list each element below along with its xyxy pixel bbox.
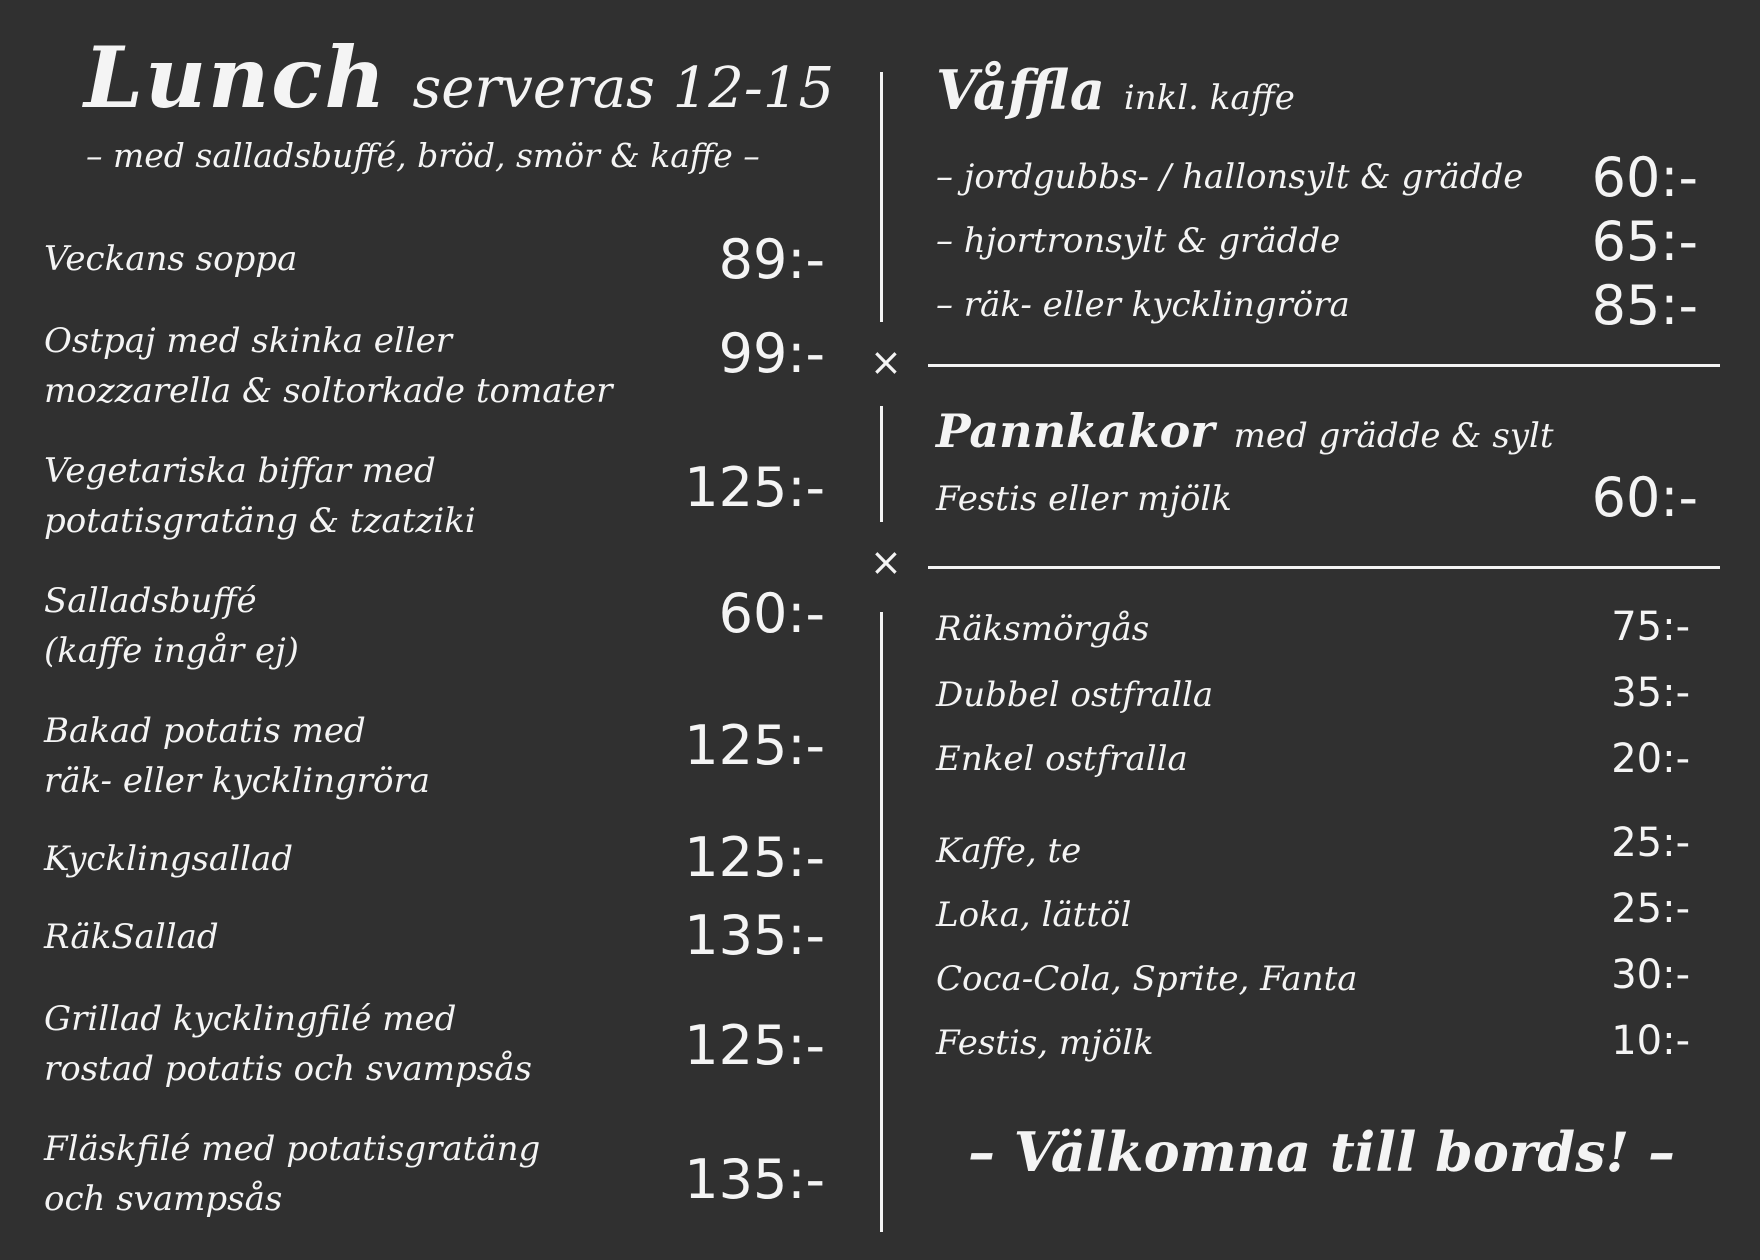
pannkakor-title: Pannkakor: [936, 404, 1215, 458]
pannkakor-subtitle: med grädde & sylt: [1233, 416, 1554, 456]
lunch-item-label: Veckans soppa: [44, 239, 298, 279]
vaffla-header: [936, 58, 1295, 122]
lunch-title: Lunch: [84, 28, 388, 127]
vaffla-item-label: – hjortronsylt & grädde: [936, 221, 1341, 261]
lunch-item-label: Salladsbuffé (kaffe ingår ej): [44, 581, 299, 671]
drink-item-price: 25:-: [1611, 820, 1690, 866]
divider-vertical-middle: [880, 406, 883, 522]
food-item-price: 20:-: [1611, 736, 1690, 782]
drink-item-label: Festis, mjölk: [936, 1023, 1154, 1063]
food-item-price: 75:-: [1611, 604, 1690, 650]
vaffla-item-price: 85:-: [1591, 274, 1698, 337]
vaffla-item-label: – jordgubbs- / hallonsylt & grädde: [936, 157, 1524, 197]
lunch-item-price: 99:-: [718, 322, 825, 385]
lunch-item-label: Bakad potatis med räk- eller kycklingröra: [44, 711, 430, 801]
divider-vertical-bottom: [880, 612, 883, 1232]
divider-horizontal-1: [928, 364, 1720, 367]
lunch-item-price: 125:-: [684, 456, 825, 519]
divider-cross-2: ×: [870, 540, 902, 584]
lunch-item-price: 89:-: [718, 228, 825, 291]
lunch-hours: serveras 12-15: [412, 56, 835, 121]
vaffla-item-label: – räk- eller kycklingröra: [936, 285, 1350, 325]
drink-item-label: Kaffe, te: [936, 831, 1082, 871]
lunch-item-label: Kycklingsallad: [44, 839, 293, 879]
lunch-item-label: Vegetariska biffar med potatisgratäng & tzatziki: [44, 451, 476, 541]
food-item-label: Räksmörgås: [936, 609, 1150, 649]
welcome-text: – Välkomna till bords! –: [968, 1120, 1676, 1184]
lunch-item-label: Grillad kycklingfilé med rostad potatis och svampsås: [44, 999, 532, 1089]
lunch-item-price: 125:-: [684, 714, 825, 777]
vaffla-item-price: 60:-: [1591, 146, 1698, 209]
lunch-item-price: 125:-: [684, 826, 825, 889]
vaffla-title: Våffla: [936, 58, 1105, 122]
food-item-price: 35:-: [1611, 670, 1690, 716]
lunch-header: [84, 28, 834, 127]
food-item-label: Enkel ostfralla: [936, 739, 1188, 779]
lunch-subtitle: – med salladsbuffé, bröd, smör & kaffe –: [86, 136, 760, 175]
vaffla-subtitle: inkl. kaffe: [1123, 78, 1295, 118]
drink-item-price: 30:-: [1611, 952, 1690, 998]
lunch-item-label: Fläskfilé med potatisgratäng och svampsås: [44, 1129, 541, 1219]
divider-horizontal-2: [928, 566, 1720, 569]
lunch-item-price: 135:-: [684, 1148, 825, 1211]
lunch-item-price: 135:-: [684, 904, 825, 967]
divider-vertical-top: [880, 72, 883, 322]
drink-item-label: Coca-Cola, Sprite, Fanta: [936, 959, 1358, 999]
drink-item-price: 10:-: [1611, 1018, 1690, 1064]
vaffla-item-price: 65:-: [1591, 210, 1698, 273]
drink-item-label: Loka, lättöl: [936, 895, 1132, 935]
lunch-item-price: 60:-: [718, 582, 825, 645]
pannkakor-item-label: Festis eller mjölk: [936, 479, 1232, 519]
pannkakor-item-price: 60:-: [1591, 466, 1698, 529]
lunch-item-price: 125:-: [684, 1014, 825, 1077]
food-item-label: Dubbel ostfralla: [936, 675, 1214, 715]
pannkakor-header: [936, 404, 1554, 458]
lunch-item-label: RäkSallad: [44, 917, 219, 957]
drink-item-price: 25:-: [1611, 886, 1690, 932]
lunch-item-label: Ostpaj med skinka eller mozzarella & soltorkade tomater: [44, 321, 613, 411]
divider-cross-1: ×: [870, 340, 902, 384]
